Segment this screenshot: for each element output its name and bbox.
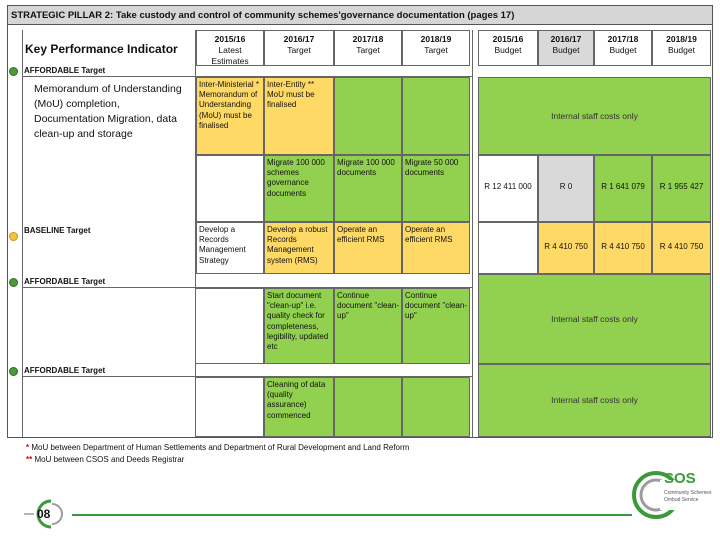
- cell-r2-2018: Migrate 50 000 documents: [402, 155, 470, 222]
- header-2015-budget: 2015/16 Budget: [478, 30, 538, 66]
- cell-r3-budget-2018: R 4 410 750: [652, 222, 711, 274]
- logo-line-1: Community Schemes: [664, 490, 712, 496]
- cell-r2-budget-2018: R 1 955 427: [652, 155, 711, 222]
- cell-r4-budget-merged: Internal staff costs only: [478, 274, 711, 364]
- page-number: 08: [37, 507, 51, 521]
- cell-r1-budget-merged: Internal staff costs only: [478, 77, 711, 155]
- header-2016-budget: 2016/17 Budget: [538, 30, 594, 66]
- header-2016-target: 2016/17 Target: [264, 30, 334, 66]
- status-bullet-green-icon: [9, 367, 18, 376]
- section-label-affordable: AFFORDABLE Target: [24, 66, 106, 75]
- cell-r2-2017: Migrate 100 000 documents: [334, 155, 402, 222]
- header-2017-target: 2017/18 Target: [334, 30, 402, 66]
- cell-r3-latest: Develop a Records Management Strategy: [196, 222, 264, 274]
- kpi-description: Memorandum of Understanding (MoU) completion, Documentation Migration, data clean-up and storage: [34, 83, 182, 140]
- cell-r3-2018: Operate an efficient RMS: [402, 222, 470, 274]
- cell-r3-budget-2017: R 4 410 750: [594, 222, 652, 274]
- section-label-affordable: AFFORDABLE Target: [24, 277, 106, 286]
- cell-r1-target: Inter-Entity ** MoU must be finalised: [264, 77, 334, 155]
- cell-r4-2017: Continue document "clean-up": [334, 288, 402, 364]
- cell-r2-budget-2015: R 12 411 000: [478, 155, 538, 222]
- page-number-badge: [22, 498, 72, 530]
- cell-r1-2017: [334, 77, 402, 155]
- logo-line-2: Ombud Service: [664, 497, 699, 503]
- status-bullet-green-icon: [9, 67, 18, 76]
- cell-r1-2018: [402, 77, 470, 155]
- page-title: STRATEGIC PILLAR 2: Take custody and control of community schemes'governance documentation (pages 17): [7, 5, 713, 25]
- column-divider: [195, 30, 196, 437]
- kpi-heading: Key Performance Indicator: [25, 42, 178, 56]
- cell-r4-2016: Start document "clean-up" i.e. quality check for completeness, legibility, updated etc: [264, 288, 334, 364]
- column-divider: [22, 30, 23, 437]
- cell-r5-budget-merged: Internal staff costs only: [478, 364, 711, 437]
- section-label-baseline: BASELINE Target: [24, 226, 91, 235]
- status-bullet-green-icon: [9, 278, 18, 287]
- csos-logo: [630, 466, 716, 524]
- status-bullet-amber-icon: [9, 232, 18, 241]
- cell-r2-budget-2016: R 0: [538, 155, 594, 222]
- cell-r5-latest: [196, 377, 264, 437]
- header-2017-budget: 2017/18 Budget: [594, 30, 652, 66]
- header-2015-latest: 2015/16 Latest Estimates: [196, 30, 264, 66]
- cell-r2-budget-2017: R 1 641 079: [594, 155, 652, 222]
- column-divider: [472, 30, 473, 437]
- cell-r1-latest: Inter-Ministerial * Memorandum of Understanding (MoU) must be finalised: [196, 77, 264, 155]
- header-2018-budget: 2018/19 Budget: [652, 30, 711, 66]
- logo-name: SOS: [664, 470, 696, 487]
- cell-r4-latest: [196, 288, 264, 364]
- cell-r2-2016: Migrate 100 000 schemes governance documents: [264, 155, 334, 222]
- footer-rule: [72, 514, 632, 516]
- cell-r2-latest: [196, 155, 264, 222]
- cell-r3-budget-2016: R 4 410 750: [538, 222, 594, 274]
- footnote-1: * MoU between Department of Human Settlements and Department of Rural Development and Land Reform: [26, 443, 410, 452]
- section-label-affordable: AFFORDABLE Target: [24, 366, 106, 375]
- footnote-2: ** MoU between CSOS and Deeds Registrar: [26, 455, 185, 464]
- cell-r5-2016: Cleaning of data (quality assurance) commenced: [264, 377, 334, 437]
- header-2018-target: 2018/19 Target: [402, 30, 470, 66]
- cell-r5-2018: [402, 377, 470, 437]
- cell-r4-2018: Continue document "clean-up": [402, 288, 470, 364]
- cell-r5-2017: [334, 377, 402, 437]
- cell-r3-2017: Operate an efficient RMS: [334, 222, 402, 274]
- cell-r3-budget-2015: [478, 222, 538, 274]
- cell-r3-2016: Develop a robust Records Management system (RMS): [264, 222, 334, 274]
